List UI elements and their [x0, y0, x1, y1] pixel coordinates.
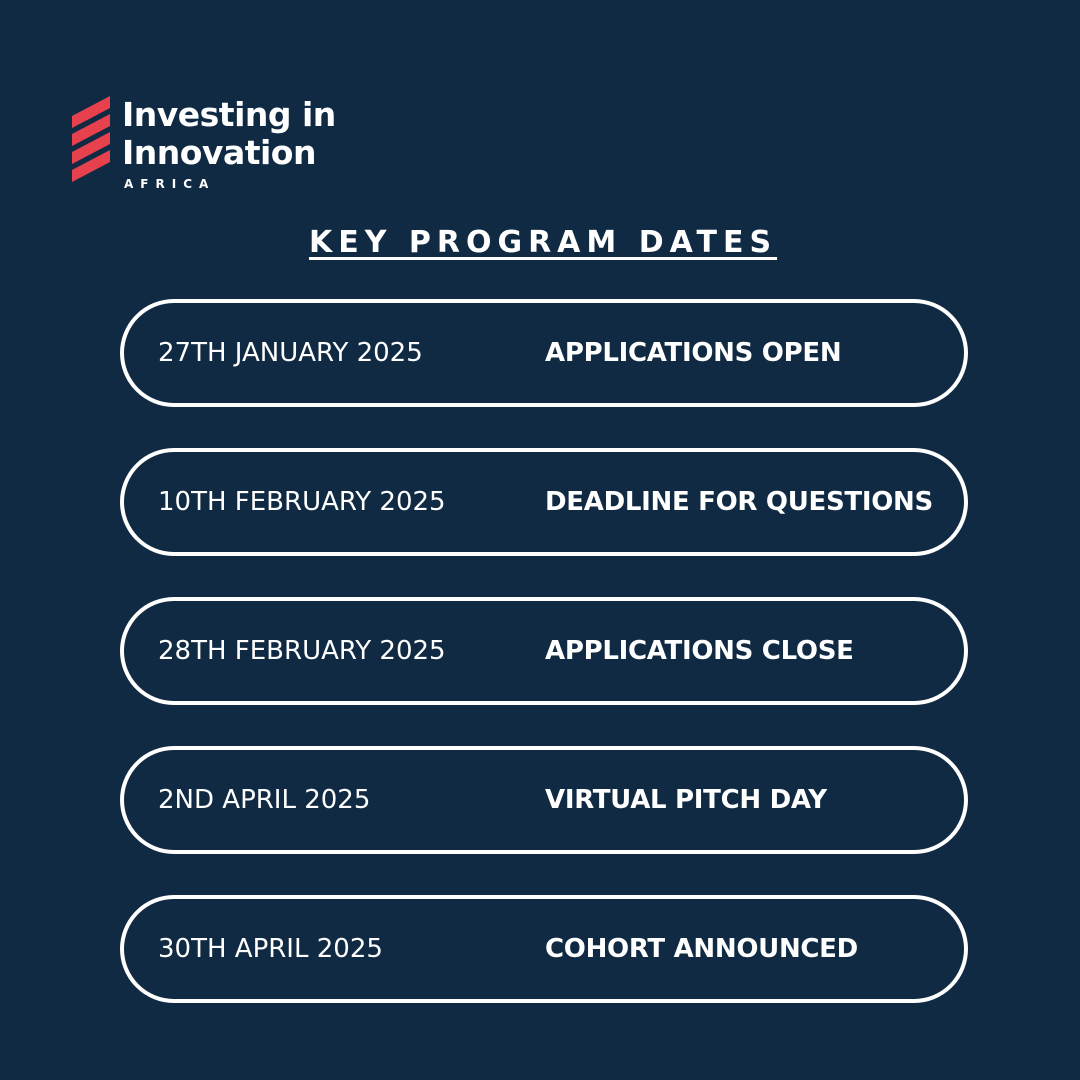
logo-text-line2: Innovation	[122, 133, 316, 172]
date-row	[120, 448, 968, 556]
logo-region: AFRICA	[124, 177, 216, 191]
logo-text-line1: Investing in	[122, 95, 336, 134]
date-label: 28TH FEBRUARY 2025	[158, 636, 446, 666]
page-title-text: KEY PROGRAM DATES	[308, 225, 778, 260]
dates-list	[120, 299, 968, 1044]
event-label: APPLICATIONS CLOSE	[545, 636, 854, 666]
date-row	[120, 895, 968, 1003]
stripes-flag-icon	[68, 96, 114, 190]
page-title	[0, 226, 1080, 259]
date-label: 2ND APRIL 2025	[158, 785, 371, 815]
event-label: DEADLINE FOR QUESTIONS	[545, 487, 933, 517]
date-row	[120, 597, 968, 705]
date-row	[120, 746, 968, 854]
date-row	[120, 299, 968, 407]
event-label: VIRTUAL PITCH DAY	[545, 785, 827, 815]
date-label: 30TH APRIL 2025	[158, 934, 383, 964]
date-label: 10TH FEBRUARY 2025	[158, 487, 446, 517]
logo	[68, 96, 368, 196]
event-label: COHORT ANNOUNCED	[545, 934, 858, 964]
event-label: APPLICATIONS OPEN	[545, 338, 842, 368]
date-label: 27TH JANUARY 2025	[158, 338, 423, 368]
